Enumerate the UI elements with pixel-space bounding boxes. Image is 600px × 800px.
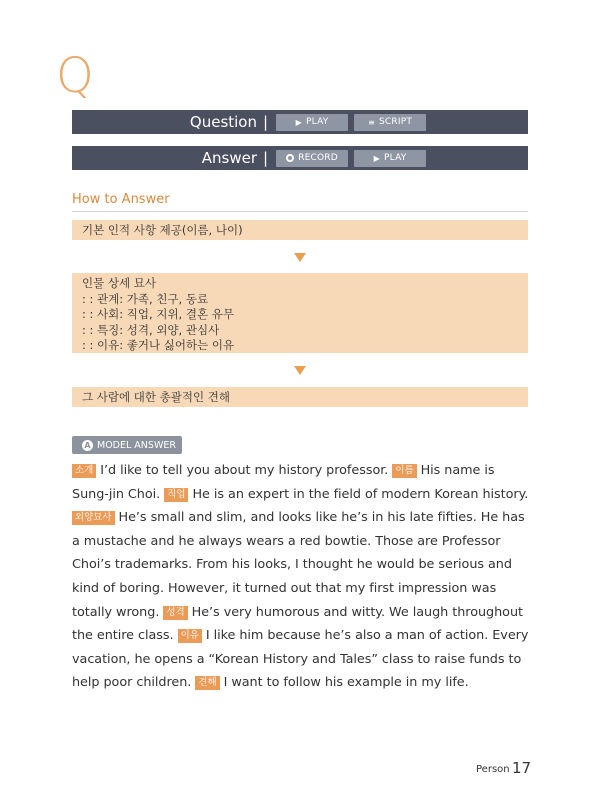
tag-job: 직업 <box>164 488 188 502</box>
down-arrow-icon <box>294 253 306 262</box>
tag-name: 이름 <box>392 464 416 478</box>
question-script-label: SCRIPT <box>379 117 413 127</box>
question-play-button[interactable] <box>276 114 348 131</box>
answer-a-icon: A <box>82 440 93 451</box>
tag-personality: 성격 <box>163 606 187 620</box>
answer-sentence: His name is Sung-jin Choi. <box>72 463 495 502</box>
how-to-answer-title: How to Answer <box>72 192 170 207</box>
tag-intro: 소개 <box>72 464 96 478</box>
answer-sentence: I want to follow his example in my life. <box>223 675 469 691</box>
step-detail-line: : : 관계: 가족, 친구, 동료 <box>82 291 209 306</box>
answer-sentence: He’s very humorous and witty. We laugh throughout the entire class. <box>72 604 523 644</box>
answer-play-button[interactable] <box>354 150 426 167</box>
answer-label: Answer <box>201 149 257 167</box>
model-answer-badge <box>72 436 182 454</box>
answer-bar <box>72 146 528 170</box>
play-icon: ▶ <box>373 153 381 163</box>
footer-section-label: Person <box>476 764 510 775</box>
down-arrow-icon <box>294 366 306 375</box>
answer-sentence: He is an expert in the field of modern Korean history. <box>192 486 529 502</box>
question-separator: | <box>263 113 269 131</box>
tag-opinion: 견해 <box>195 676 219 690</box>
step-detail-line: : : 이유: 좋거나 싫어하는 이유 <box>82 338 235 352</box>
answer-play-label: PLAY <box>384 153 407 163</box>
answer-record-button[interactable] <box>276 150 348 167</box>
model-answer-label: MODEL ANSWER <box>97 439 176 451</box>
how-to-answer-divider <box>72 211 528 212</box>
step-overall-opinion: 그 사람에 대한 총괄적인 견해 <box>72 387 528 407</box>
step-detail-line: : : 특징: 성격, 외양, 관심사 <box>82 322 220 337</box>
script-icon: ≡ <box>368 117 375 127</box>
question-label: Question <box>189 113 257 131</box>
record-icon <box>286 154 294 162</box>
question-q-letter: Q <box>56 48 94 104</box>
answer-sentence: I like him because he’s also a man of action. Every vacation, he opens a “Korean History and Tales” class to raise funds to help poor children. <box>72 628 529 691</box>
step-detail-description <box>72 273 528 353</box>
answer-separator: | <box>263 149 269 167</box>
answer-sentence: He’s small and slim, and looks like he’s in his late fifties. He has a mustache and he always wears a red bowtie. Those are Professor Choi’s trademarks. From his looks, I thought he would be serious and kind of boring. However, it turned out that my first impression was totally wrong. <box>72 510 525 620</box>
play-icon: ▶ <box>295 117 303 127</box>
tag-reason: 이유 <box>178 629 202 643</box>
step-detail-title: 인물 상세 묘사 <box>82 276 156 290</box>
answer-sentence: I’d like to tell you about my history professor. <box>100 463 389 478</box>
question-play-label: PLAY <box>306 117 329 127</box>
tag-appearance: 외양묘사 <box>72 511 115 525</box>
step-basic-info: 기본 인적 사항 제공(이름, 나이) <box>72 220 528 240</box>
answer-record-label: RECORD <box>298 153 338 163</box>
step-detail-line: : : 사회: 직업, 지위, 결혼 유무 <box>82 307 234 321</box>
model-answer-text <box>72 459 532 695</box>
page-number: 17 <box>512 759 532 777</box>
question-script-button[interactable] <box>354 114 426 131</box>
question-bar <box>72 110 528 134</box>
